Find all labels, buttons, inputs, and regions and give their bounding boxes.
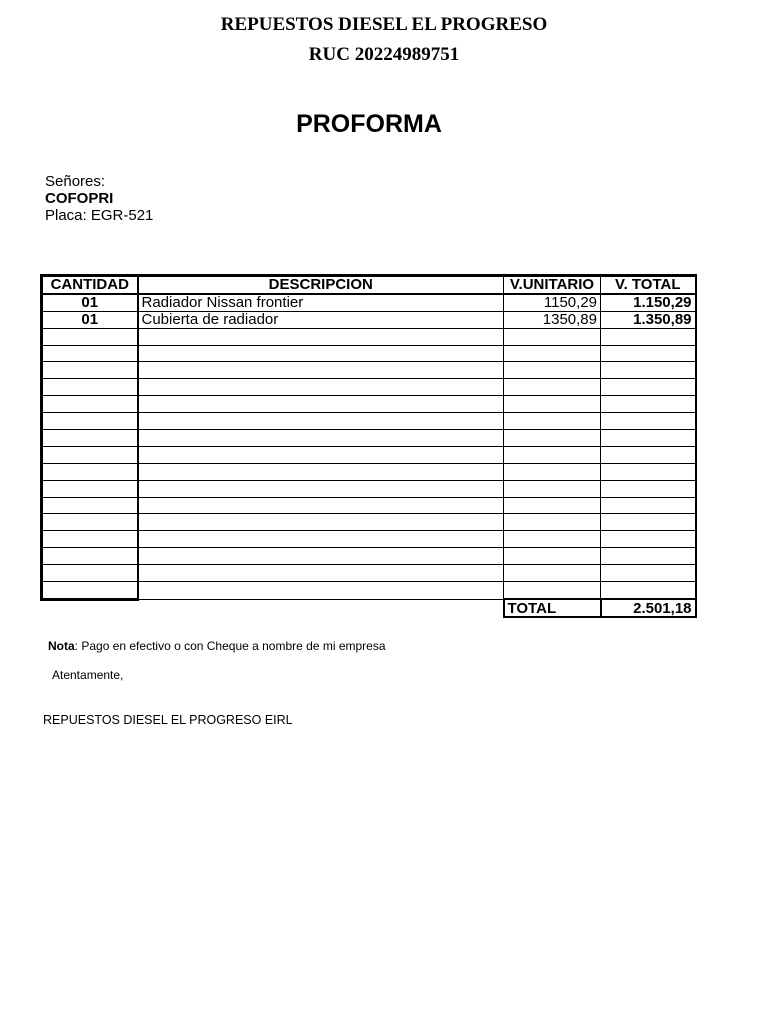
empty-row xyxy=(42,446,696,463)
row-quantity: 01 xyxy=(42,311,138,328)
totals-spacer xyxy=(138,599,504,617)
empty-cell xyxy=(504,446,601,463)
empty-cell xyxy=(601,446,696,463)
empty-cell xyxy=(138,446,504,463)
empty-cell xyxy=(601,463,696,480)
row-total: 1.150,29 xyxy=(601,294,696,311)
totals-spacer xyxy=(42,599,138,617)
table-header-row xyxy=(42,276,696,294)
empty-cell xyxy=(42,328,138,345)
table-row xyxy=(42,311,696,328)
empty-cell xyxy=(601,362,696,379)
empty-cell xyxy=(42,531,138,548)
empty-cell xyxy=(42,396,138,413)
empty-row xyxy=(42,531,696,548)
empty-row xyxy=(42,497,696,514)
empty-cell xyxy=(504,582,601,600)
note-text: : Pago en efectivo o con Cheque a nombre de mi empresa xyxy=(74,639,386,653)
empty-cell xyxy=(504,480,601,497)
empty-cell xyxy=(42,514,138,531)
empty-row xyxy=(42,345,696,362)
empty-cell xyxy=(601,548,696,565)
empty-cell xyxy=(504,565,601,582)
empty-cell xyxy=(42,565,138,582)
row-quantity: 01 xyxy=(42,294,138,311)
table-row xyxy=(42,294,696,311)
empty-cell xyxy=(601,480,696,497)
total-label: TOTAL xyxy=(504,599,601,617)
client-label: Señores: xyxy=(45,173,106,190)
empty-cell xyxy=(504,548,601,565)
empty-cell xyxy=(138,565,504,582)
header-unit-price: V.UNITARIO xyxy=(504,276,601,294)
empty-cell xyxy=(138,345,504,362)
empty-cell xyxy=(138,497,504,514)
empty-cell xyxy=(42,446,138,463)
empty-cell xyxy=(504,328,601,345)
row-unit-price: 1350,89 xyxy=(504,311,601,328)
empty-cell xyxy=(601,345,696,362)
empty-cell xyxy=(504,362,601,379)
document-title: PROFORMA xyxy=(296,110,442,138)
empty-cell xyxy=(138,531,504,548)
totals-row xyxy=(42,599,696,617)
empty-cell xyxy=(504,497,601,514)
empty-row xyxy=(42,396,696,413)
empty-cell xyxy=(42,463,138,480)
empty-cell xyxy=(504,531,601,548)
empty-cell xyxy=(601,328,696,345)
empty-cell xyxy=(504,514,601,531)
items-table xyxy=(40,274,697,618)
empty-row xyxy=(42,480,696,497)
empty-cell xyxy=(138,480,504,497)
empty-cell xyxy=(42,362,138,379)
empty-cell xyxy=(601,497,696,514)
empty-cell xyxy=(138,362,504,379)
empty-row xyxy=(42,582,696,600)
header-total: V. TOTAL xyxy=(601,276,696,294)
header-description: DESCRIPCION xyxy=(138,276,504,294)
empty-cell xyxy=(42,480,138,497)
empty-cell xyxy=(138,396,504,413)
empty-row xyxy=(42,430,696,447)
total-value: 2.501,18 xyxy=(601,599,696,617)
empty-cell xyxy=(601,396,696,413)
row-description: Cubierta de radiador xyxy=(138,311,504,328)
empty-cell xyxy=(504,345,601,362)
empty-cell xyxy=(504,463,601,480)
empty-cell xyxy=(138,413,504,430)
empty-row xyxy=(42,413,696,430)
empty-cell xyxy=(504,413,601,430)
empty-cell xyxy=(42,497,138,514)
empty-cell xyxy=(601,582,696,600)
payment-note xyxy=(48,639,386,653)
empty-cell xyxy=(601,413,696,430)
company-ruc: RUC 20224989751 xyxy=(308,44,460,65)
company-name: REPUESTOS DIESEL EL PROGRESO xyxy=(220,14,548,35)
empty-cell xyxy=(601,531,696,548)
empty-cell xyxy=(138,328,504,345)
empty-cell xyxy=(138,548,504,565)
empty-cell xyxy=(138,463,504,480)
empty-cell xyxy=(138,582,504,600)
header-quantity: CANTIDAD xyxy=(42,276,138,294)
empty-cell xyxy=(138,379,504,396)
client-name: COFOPRI xyxy=(45,190,114,207)
client-plate: Placa: EGR-521 xyxy=(45,207,154,224)
empty-cell xyxy=(504,379,601,396)
empty-row xyxy=(42,548,696,565)
empty-cell xyxy=(601,430,696,447)
empty-cell xyxy=(42,430,138,447)
empty-row xyxy=(42,362,696,379)
empty-cell xyxy=(504,396,601,413)
empty-row xyxy=(42,379,696,396)
empty-cell xyxy=(42,582,138,600)
row-unit-price: 1150,29 xyxy=(504,294,601,311)
empty-row xyxy=(42,514,696,531)
empty-row xyxy=(42,328,696,345)
empty-cell xyxy=(42,413,138,430)
empty-cell xyxy=(42,345,138,362)
empty-cell xyxy=(601,514,696,531)
empty-cell xyxy=(138,430,504,447)
empty-row xyxy=(42,565,696,582)
note-label: Nota xyxy=(48,639,75,653)
empty-cell xyxy=(504,430,601,447)
empty-cell xyxy=(138,514,504,531)
closing-text: Atentamente, xyxy=(52,668,124,682)
row-description: Radiador Nissan frontier xyxy=(138,294,504,311)
empty-row xyxy=(42,463,696,480)
signature-company: REPUESTOS DIESEL EL PROGRESO EIRL xyxy=(43,713,293,727)
empty-cell xyxy=(42,548,138,565)
empty-cell xyxy=(601,379,696,396)
empty-cell xyxy=(601,565,696,582)
empty-cell xyxy=(42,379,138,396)
row-total: 1.350,89 xyxy=(601,311,696,328)
